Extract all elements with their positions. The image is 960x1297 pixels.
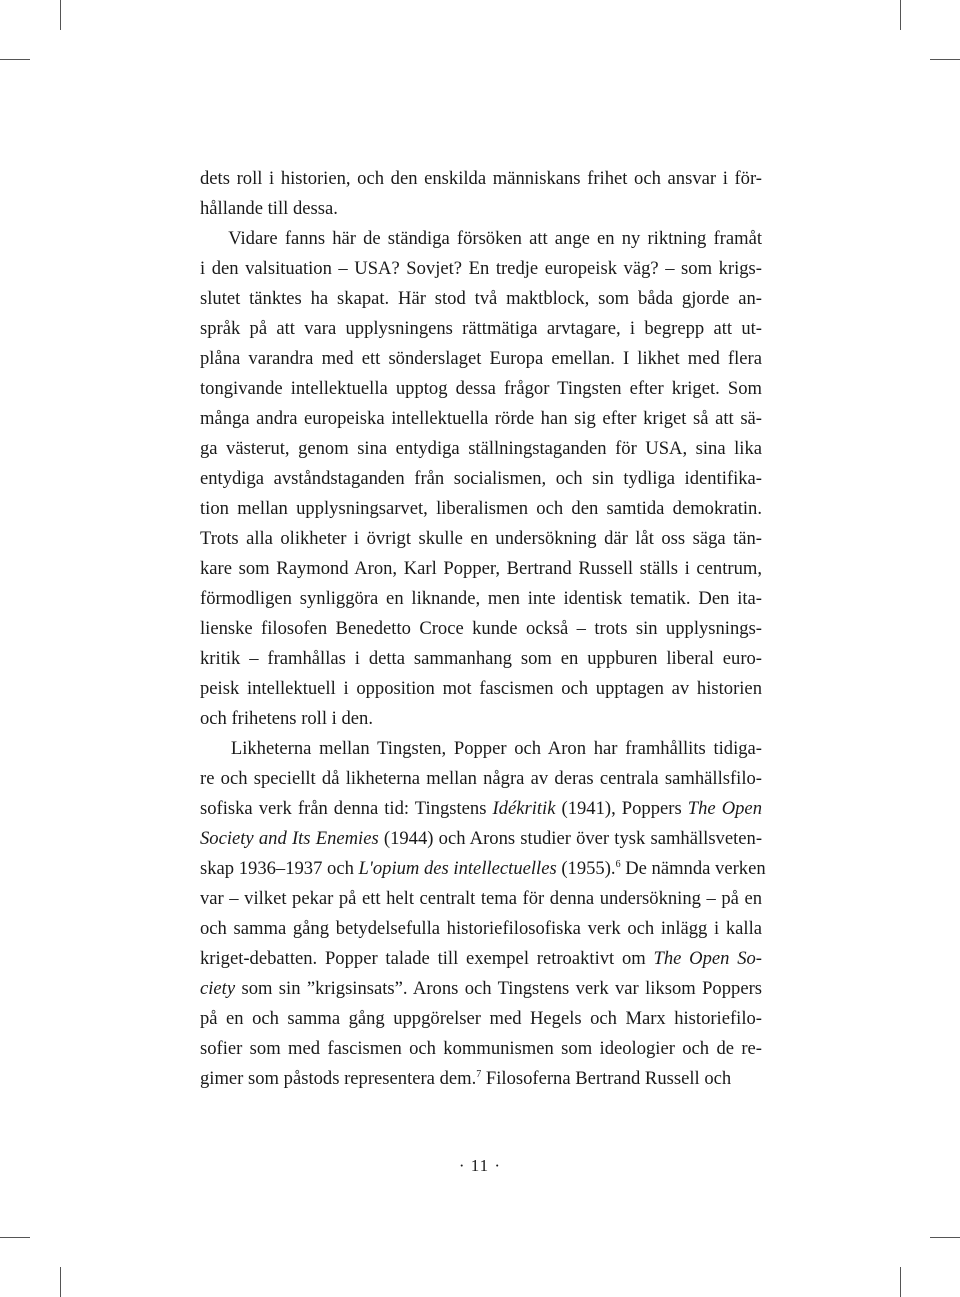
text-line [200, 224, 762, 254]
crop-mark-bottom-left [60, 1267, 61, 1297]
text-line [200, 1004, 762, 1034]
text-line [200, 644, 762, 674]
text-run: förmodligen synliggöra en liknande, men inte identisk tematik. Den ita- [200, 588, 762, 609]
text-line [200, 824, 762, 854]
text-line [200, 854, 766, 884]
text-run: (1955). [556, 858, 616, 879]
text-line [200, 944, 762, 974]
text-run: (1944) och Arons studier över tysk samhällsveten- [378, 828, 763, 849]
text-line [200, 404, 762, 434]
text-run: re och speciellt då likheterna mellan några av deras centrala samhällsfilo- [200, 768, 762, 789]
text-line [200, 524, 762, 554]
text-line [200, 974, 762, 1004]
text-run: slutet tänktes ha skapat. Här stod två maktblock, som båda gjorde an- [200, 288, 762, 309]
text-run: peisk intellektuell i opposition mot fascismen och upptagen av historien [200, 678, 762, 699]
crop-mark-bottom-right [900, 1267, 901, 1297]
text-run: Trots alla olikheter i övrigt skulle en undersökning där låt oss säga tän- [200, 528, 762, 549]
text-line [200, 374, 762, 404]
text-run: var – vilket pekar på ett helt centralt tema för denna undersökning – på en [200, 888, 762, 909]
text-run: sofier som med fascismen och kommunismen som ideologier och de re- [200, 1038, 762, 1059]
text-run: kriget-debatten. Popper talade till exempel retroaktivt om [200, 948, 654, 969]
text-line [200, 284, 762, 314]
text-line [200, 794, 762, 824]
footnote-ref: 6 [615, 859, 621, 870]
text-line [200, 734, 762, 764]
text-line [200, 314, 762, 344]
text-line [200, 254, 762, 284]
text-line [200, 704, 762, 734]
text-run: och samma gång betydelsefulla historiefilosofiska verk och inlägg i kalla [200, 918, 762, 939]
italic-title: The Open [687, 798, 762, 819]
text-line [200, 464, 762, 494]
text-line [200, 884, 762, 914]
text-line [200, 584, 762, 614]
text-line [200, 764, 762, 794]
italic-title: Idékritik [492, 798, 556, 819]
crop-mark-top-right [900, 0, 901, 30]
text-line [200, 1034, 762, 1064]
text-line [200, 164, 762, 194]
text-run: plåna varandra med ett sönderslaget Europa emellan. I likhet med flera [200, 348, 762, 369]
text-line [200, 914, 762, 944]
text-run: som sin ”krigsinsats”. Arons och Tingstens verk var liksom Poppers [235, 978, 762, 999]
crop-mark-bottom-right-h [930, 1237, 960, 1238]
text-run: gimer som påstods representera dem. [200, 1068, 477, 1089]
text-line [200, 554, 762, 584]
text-run: många andra europeiska intellektuella rörde han sig efter kriget så att sä- [200, 408, 762, 429]
text-run: (1941), Poppers [555, 798, 688, 819]
text-run: och frihetens roll i den. [200, 708, 373, 729]
text-run: kare som Raymond Aron, Karl Popper, Bertrand Russell ställs i centrum, [200, 558, 762, 579]
text-run: lienske filosofen Benedetto Croce kunde också – trots sin upplysnings- [200, 618, 762, 639]
text-run: kritik – framhållas i detta sammanhang som en uppburen liberal euro- [200, 648, 762, 669]
page-number: · 11 · [458, 1156, 502, 1175]
text-run: dets roll i historien, och den enskilda människans frihet och ansvar i för- [200, 168, 762, 189]
text-run: ga västerut, genom sina entydiga ställningstaganden för USA, sina lika [200, 438, 762, 459]
text-run: i den valsituation – USA? Sovjet? En tredje europeisk väg? – som krigs- [200, 258, 762, 279]
text-run: sofiska verk från denna tid: Tingstens [200, 798, 493, 819]
text-line [200, 1064, 762, 1094]
text-run: tion mellan upplysningsarvet, liberalismen och den samtida demokratin. [200, 498, 762, 519]
text-run: Vidare fanns här de ständiga försöken att ange en ny riktning framåt [200, 228, 762, 249]
italic-title: Society and Its Enemies [200, 828, 379, 849]
text-run: hållande till dessa. [200, 198, 338, 219]
text-line [200, 614, 762, 644]
text-run: De nämnda verken [620, 858, 766, 879]
text-run: Likheterna mellan Tingsten, Popper och Aron har framhållits tidiga- [200, 738, 762, 759]
text-line [200, 194, 762, 224]
text-run: språk på att vara upplysningens rättmätiga arvtagare, i begrepp att ut- [200, 318, 762, 339]
italic-title: The Open So- [653, 948, 762, 969]
text-run: tongivande intellektuella upptog dessa frågor Tingsten efter kriget. Som [200, 378, 762, 399]
crop-mark-top-left [60, 0, 61, 30]
text-line [200, 494, 762, 524]
crop-mark-top-left-h [0, 59, 30, 60]
text-run: Filosoferna Bertrand Russell och [481, 1068, 732, 1089]
italic-title: L'opium des intellectuelles [358, 858, 557, 879]
text-line [200, 674, 762, 704]
text-line [200, 344, 762, 374]
text-line [200, 434, 762, 464]
text-run: skap 1936–1937 och [200, 858, 359, 879]
footnote-ref: 7 [476, 1069, 482, 1080]
crop-mark-bottom-left-h [0, 1237, 30, 1238]
text-run: på en och samma gång uppgörelser med Hegels och Marx historiefilo- [200, 1008, 762, 1029]
italic-title: ciety [200, 978, 236, 999]
crop-mark-top-right-h [930, 59, 960, 60]
text-run: entydiga avståndstaganden från socialismen, och sin tydliga identifika- [200, 468, 762, 489]
